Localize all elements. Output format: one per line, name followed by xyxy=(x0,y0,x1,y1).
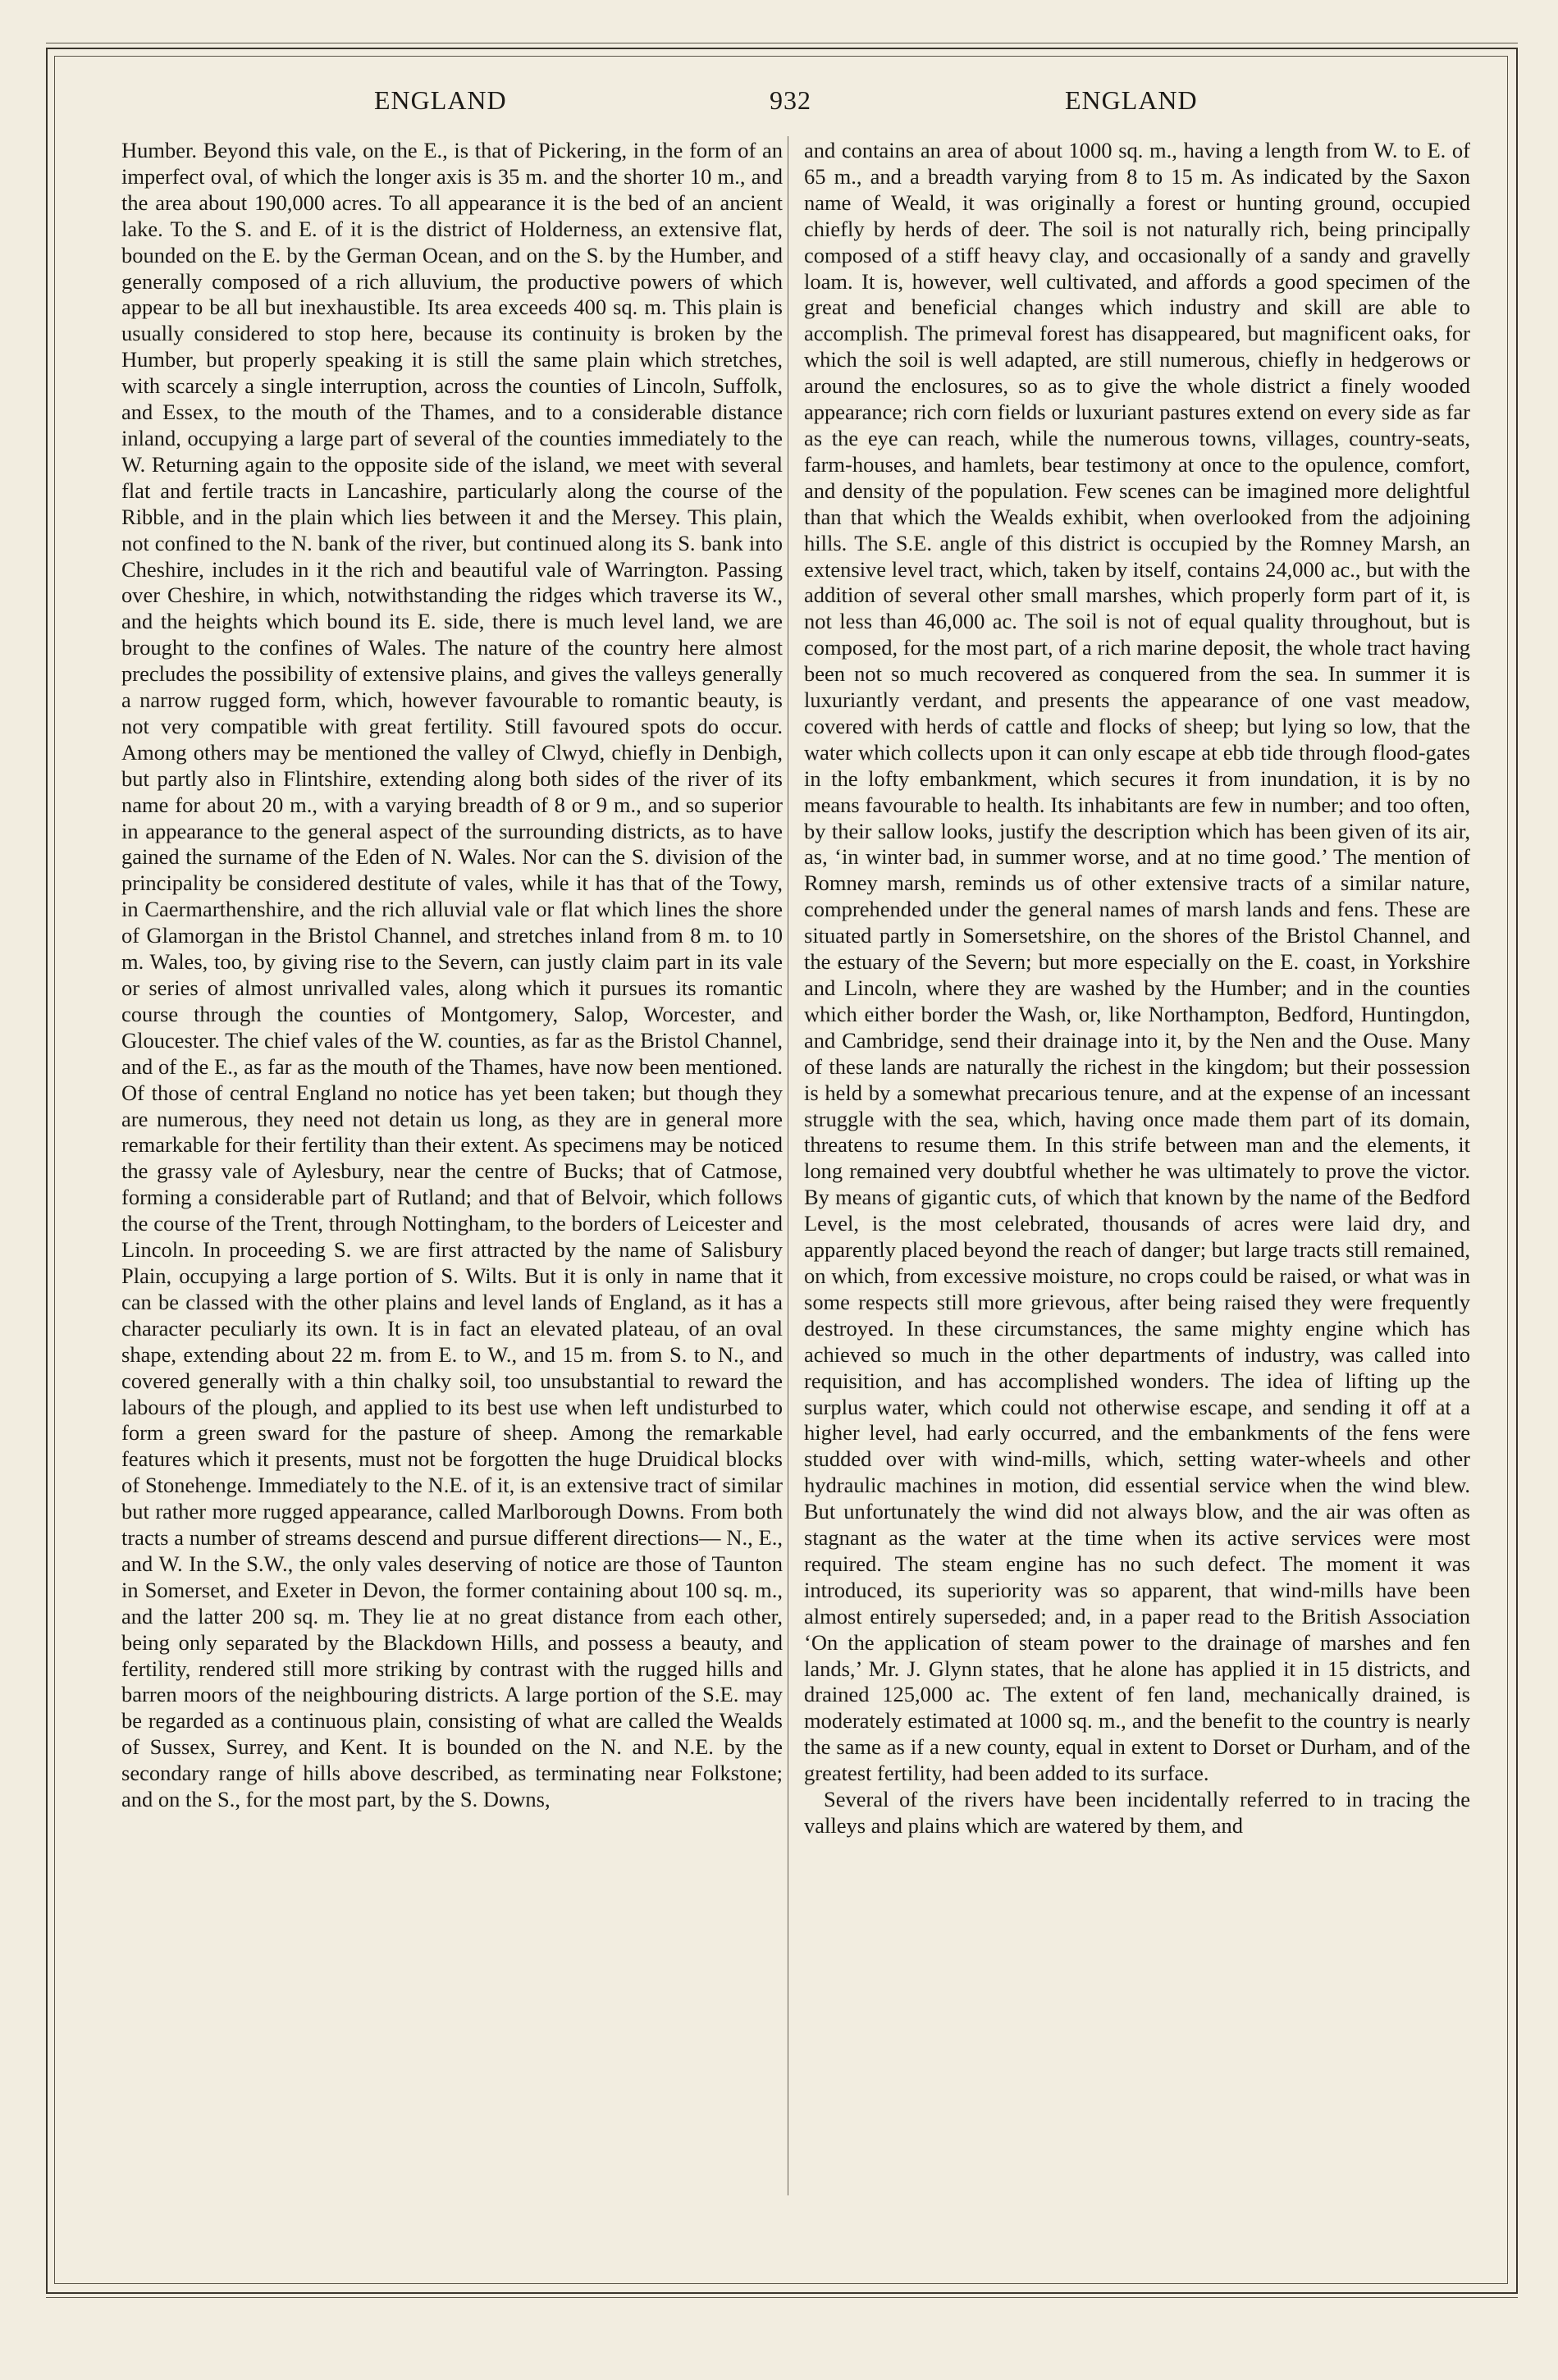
paragraph: Several of the rivers have been incidentally referred to in tracing the valleys and plains which are watered by them, and xyxy=(804,1787,1470,1838)
running-header xyxy=(121,85,1483,131)
running-title-left: ENGLAND xyxy=(374,85,507,115)
paragraph: and contains an area of about 1000 sq. m., having a length from W. to E. of 65 m., and a breadth varying from 8 to 15 m. As indicated by the Saxon name of Weald, it was originally a forest or hunting ground, occupied chiefly by herds of deer. The soil is not naturally rich, being principally composed of a stiff heavy clay, and occasionally of a sandy and gravelly loam. It is, however, well cultivated, and affords a good specimen of the great and beneficial changes which industry and skill are able to accomplish. The primeval forest has disappeared, but magnificent oaks, for which the soil is well adapted, are still numerous, chiefly in hedgerows or around the enclosures, so as to give the whole district a finely wooded appearance; rich corn fields or luxuriant pastures extend on every side as far as the eye can reach, while the numerous towns, villages, country-seats, farm-houses, and hamlets, bear testimony at once to the opulence, comfort, and density of the population. Few scenes can be imagined more delightful than that which the Wealds exhibit, when overlooked from the adjoining hills. The S.E. angle of this district is occupied by the Romney Marsh, an extensive level tract, which, taken by itself, contains 24,000 ac., but with the addition of several other small marshes, which properly form part of it, is not less than 46,000 ac. The soil is not of equal quality throughout, but is composed, for the most part, of a rich marine deposit, the whole tract having been not so much recovered as conquered from the sea. In summer it is luxuriantly verdant, and presents the appearance of one vast meadow, covered with herds of cattle and flocks of sheep; but lying so low, that the water which collects upon it can only escape at ebb tide through flood-gates in the lofty embankment, which secures it from inundation, it is by no means favourable to health. Its inhabitants are few in number; and too often, by their sallow looks, justify the description which has been given of its air, as, ‘in winter bad, in summer worse, and at no time good.’ The mention of Romney marsh, reminds us of other extensive tracts of a similar nature, comprehended under the general names of marsh lands and fens. These are situated partly in Somersetshire, on the shores of the Bristol Channel, and the estuary of the Severn; but more especially on the E. coast, in Yorkshire and Lincoln, where they are washed by the Humber; and in the counties which either border the Wash, or, like Northampton, Bedford, Huntingdon, and Cambridge, send their drainage into it, by the Nen and the Ouse. Many of these lands are naturally the richest in the kingdom; but their possession is held by a somewhat precarious tenure, and at the expense of an incessant struggle with the sea, which, having once made them part of its domain, threatens to resume them. In this strife between man and the elements, it long remained very doubtful whether he was ultimately to prove the victor. By means of gigantic cuts, of which that known by the name of the Bedford Level, is the most celebrated, thousands of acres were laid dry, and apparently placed beyond the reach of danger; but large tracts still remained, on which, from excessive moisture, no crops could be raised, or what was in some respects still more grievous, after being raised they were frequently destroyed. In these circumstances, the same mighty engine which has achieved so much in the other departments of industry, was called into requisition, and has accomplished wonders. The idea of lifting up the surplus water, which could not otherwise escape, and sending it off at a higher level, had early occurred, and the embankments of the fens were studded over with wind-mills, which, setting water-wheels and other hydraulic machines in motion, did essential service when the wind blew. But unfortunately the wind did not always blow, and the air was often as stagnant as the water at the time when its active services were most required. The steam engine has no such defect. The moment it was introduced, its superiority was so apparent, that wind-mills have been almost entirely superseded; and, in a paper read to the British Association ‘On the application of steam power to the drainage of marshes and fen lands,’ Mr. J. Glynn states, that he alone has applied it in 15 districts, and drained 125,000 ac. The extent of fen land, mechanically drained, is moderately estimated at 1000 sq. m., and the benefit to the country is nearly the same as if a new county, equal in extent to Dorset or Durham, and of the greatest fertility, had been added to its surface. xyxy=(804,138,1470,1786)
text-column-right xyxy=(804,138,1470,2197)
bottom-rule xyxy=(46,2297,1518,2298)
text-column-left xyxy=(121,138,783,2197)
page-number: 932 xyxy=(770,85,811,115)
paragraph: Humber. Beyond this vale, on the E., is that of Pickering, in the form of an imperfect oval, of which the longer axis is 35 m. and the shorter 10 m., and the area about 190,000 acres. To all appearance it is the bed of an ancient lake. To the S. and E. of it is the district of Holderness, an extensive flat, bounded on the E. by the German Ocean, and on the S. by the Humber, and generally composed of a rich alluvium, the productive powers of which appear to be all but inexhaustible. Its area exceeds 400 sq. m. This plain is usually considered to stop here, because its continuity is broken by the Humber, but properly speaking it is still the same plain which stretches, with scarcely a single interruption, across the counties of Lincoln, Suffolk, and Essex, to the mouth of the Thames, and to a considerable distance inland, occupying a large part of several of the counties immediately to the W. Returning again to the opposite side of the island, we meet with several flat and fertile tracts in Lancashire, particularly along the course of the Ribble, and in the plain which lies between it and the Mersey. This plain, not confined to the N. bank of the river, but continued along its S. bank into Cheshire, includes in it the rich and beautiful vale of Warrington. Passing over Cheshire, in which, notwithstanding the ridges which traverse its W., and the heights which bound its E. side, there is much level land, we are brought to the confines of Wales. The nature of the country here almost precludes the possibility of extensive plains, and gives the valleys generally a narrow rugged form, which, however favourable to romantic beauty, is not very compatible with great fertility. Still favoured spots do occur. Among others may be mentioned the valley of Clwyd, chiefly in Denbigh, but partly also in Flintshire, extending along both sides of the river of its name for about 20 m., with a varying breadth of 8 or 9 m., and so superior in appearance to the general aspect of the surrounding districts, as to have gained the surname of the Eden of N. Wales. Nor can the S. division of the principality be considered destitute of vales, while it has that of the Towy, in Caermarthenshire, and the rich alluvial vale or flat which lines the shore of Glamorgan in the Bristol Channel, and stretches inland from 8 m. to 10 m. Wales, too, by giving rise to the Severn, can justly claim part in its vale or series of almost unrivalled vales, along which it pursues its romantic course through the counties of Montgomery, Salop, Worcester, and Gloucester. The chief vales of the W. counties, as far as the Bristol Channel, and of the E., as far as the mouth of the Thames, have now been mentioned. Of those of central England no notice has yet been taken; but though they are numerous, they need not detain us long, as they are in general more remarkable for their fertility than their extent. As specimens may be noticed the grassy vale of Aylesbury, near the centre of Bucks; that of Catmose, forming a considerable part of Rutland; and that of Belvoir, which follows the course of the Trent, through Nottingham, to the borders of Leicester and Lincoln. In proceeding S. we are first attracted by the name of Salisbury Plain, occupying a large portion of S. Wilts. But it is only in name that it can be classed with the other plains and level lands of England, as it has a character peculiarly its own. It is in fact an elevated plateau, of an oval shape, extending about 22 m. from E. to W., and 15 m. from S. to N., and covered generally with a thin chalky soil, too unsubstantial to reward the labours of the plough, and applied to its best use when left undisturbed to form a green sward for the pasture of sheep. Among the remarkable features which it presents, must not be forgotten the huge Druidical blocks of Stonehenge. Immediately to the N.E. of it, is an extensive tract of similar but rather more rugged appearance, called Marlborough Downs. From both tracts a number of streams descend and pursue different directions— N., E., and W. In the S.W., the only vales deserving of notice are those of Taunton in Somerset, and Exeter in Devon, the former containing about 100 sq. m., and the latter 200 sq. m. They lie at no great distance from each other, being only separated by the Blackdown Hills, and possess a beauty, and fertility, rendered still more striking by contrast with the rugged hills and barren moors of the neighbouring districts. A large portion of the S.E. may be regarded as a continuous plain, consisting of what are called the Wealds of Sussex, Surrey, and Kent. It is bounded on the N. and N.E. by the secondary range of hills above described, as terminating near Folkstone; and on the S., for the most part, by the S. Downs, xyxy=(121,138,783,1812)
running-title-right: ENGLAND xyxy=(1065,85,1198,115)
